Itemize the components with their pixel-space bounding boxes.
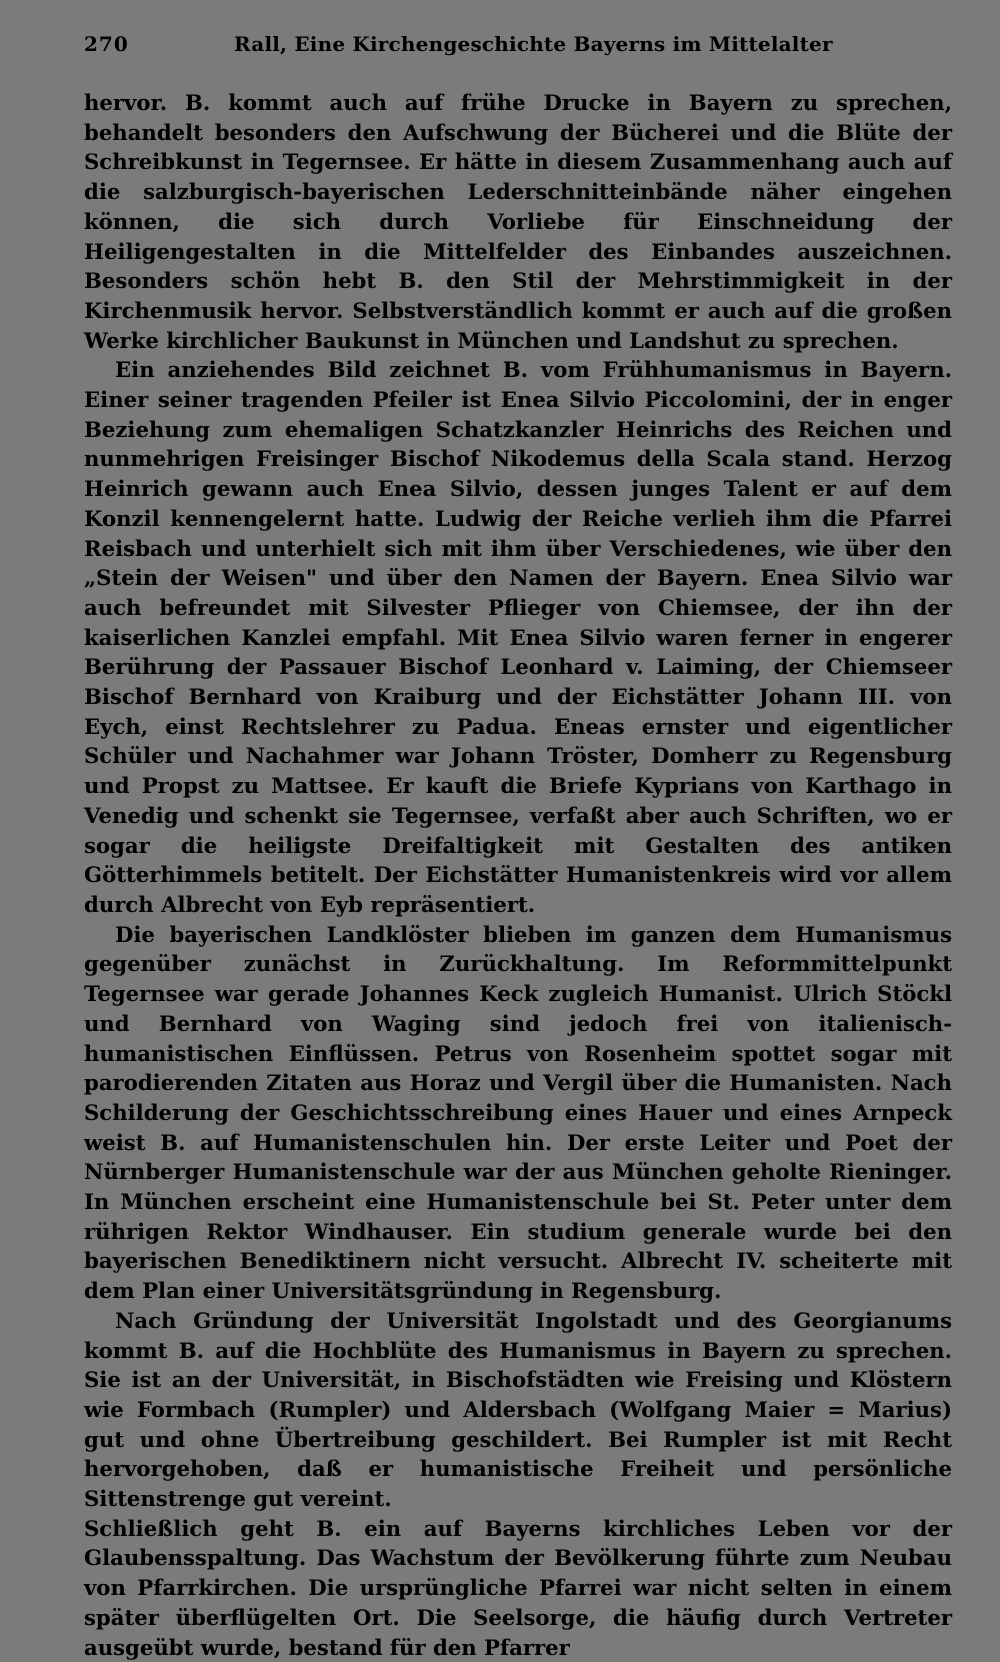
running-title: Rall, Eine Kirchengeschichte Bayerns im Mittelalter [234, 32, 833, 56]
paragraph-3: Die bayerischen Landklöster blieben im ganzen dem Humanismus gegenüber zunächst in Zurückhaltung. Im Reformmittelpunkt Tegernsee war gerade Johannes Keck zugleich Humanist. Ulrich Stöckl und Bernhard von Waging sind jedoch frei von italienisch-humanistischen Einflüssen. Petrus von Rosenheim spottet sogar mit parodierenden Zitaten aus Horaz und Vergil über die Humanisten. Nach Schilderung der Geschichtsschreibung eines Hauer und eines Arnpeck weist B. auf Humanistenschulen hin. Der erste Leiter und Poet der Nürnberger Humanistenschule war der aus München geholte Rieninger. In München erscheint eine Humanistenschule bei St. Peter unter dem rührigen Rektor Windhauser. Ein studium generale wurde bei den bayerischen Benediktinern nicht versucht. Albrecht IV. scheiterte mit dem Plan einer Universitätsgründung in Regensburg. [84, 921, 952, 1304]
paragraph-1: hervor. B. kommt auch auf frühe Drucke in Bayern zu sprechen, behandelt besonders den Aufschwung der Bücherei und die Blüte der Schreibkunst in Tegernsee. Er hätte in diesem Zusammenhang auch auf die salzburgisch-bayerischen Lederschnitteinbände näher eingehen können, die sich durch Vorliebe für Einschneidung der Heiligengestalten in die Mittelfelder des Einbandes auszeichnen. Besonders schön hebt B. den Stil der Mehrstimmigkeit in der Kirchenmusik hervor. Selbstverständlich kommt er auch auf die großen Werke kirchlicher Baukunst in München und Landshut zu sprechen. [84, 90, 952, 353]
body-text [84, 88, 952, 1662]
paragraph-2: Ein anziehendes Bild zeichnet B. vom Frühhumanismus in Bayern. Einer seiner tragenden Pfeiler ist Enea Silvio Piccolomini, der in enger Beziehung zum ehemaligen Schatzkanzler Heinrichs des Reichen und nunmehrigen Freisinger Bischof Nikodemus della Scala stand. Herzog Heinrich gewann auch Enea Silvio, dessen junges Talent er auf dem Konzil kennengelernt hatte. Ludwig der Reiche verlieh ihm die Pfarrei Reisbach und unterhielt sich mit ihm über Verschiedenes, wie über den „Stein der Weisen" und über den Namen der Bayern. Enea Silvio war auch befreundet mit Silvester Pflieger von Chiemsee, der ihn der kaiserlichen Kanzlei empfahl. Mit Enea Silvio waren ferner in engerer Berührung der Passauer Bischof Leonhard v. Laiming, der Chiemseer Bischof Bernhard von Kraiburg und der Eichstätter Johann III. von Eych, einst Rechtslehrer zu Padua. Eneas ernster und eigentlicher Schüler und Nachahmer war Johann Tröster, Domherr zu Regensburg und Propst zu Mattsee. Er kauft die Briefe Kyprians von Karthago in Venedig und schenkt sie Tegernsee, verfaßt aber auch Schriften, wo er sogar die heiligste Dreifaltigkeit mit Gestalten des antiken Götterhimmels betitelt. Der Eichstätter Humanistenkreis wird vor allem durch Albrecht von Eyb repräsentiert. [84, 357, 952, 917]
page-number: 270 [84, 32, 129, 56]
paragraph-5: Schließlich geht B. ein auf Bayerns kirchliches Leben vor der Glaubensspaltung. Das Wachstum der Bevölkerung führte zum Neubau von Pfarrkirchen. Die ursprüngliche Pfarrei war nicht selten in einem später überflügelten Ort. Die Seelsorge, die häufig durch Vertreter ausgeübt wurde, bestand für den Pfarrer [84, 1515, 952, 1660]
paragraph-4: Nach Gründung der Universität Ingolstadt und des Georgianums kommt B. auf die Hochblüte des Humanismus in Bayern zu sprechen. Sie ist an der Universität, in Bischofstädten wie Freising und Klöstern wie Formbach (Rumpler) und Aldersbach (Wolfgang Maier = Marius) gut und ohne Übertreibung geschildert. Bei Rumpler ist mit Recht hervorgehoben, daß er humanistische Freiheit und persönliche Sittenstrenge gut vereint. [84, 1307, 952, 1512]
running-head [84, 32, 952, 66]
